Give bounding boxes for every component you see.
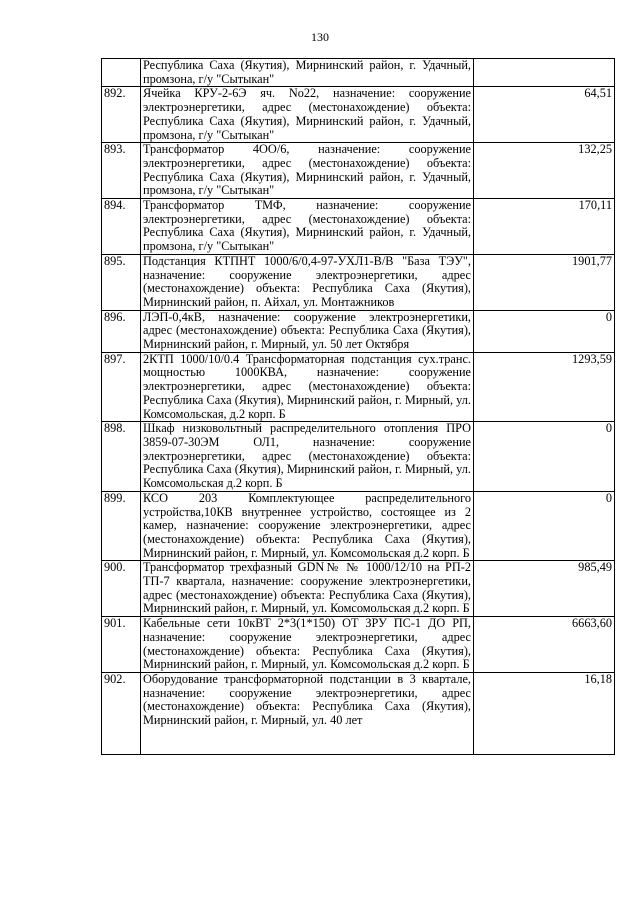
row-value [474,59,615,87]
row-value: 0 [474,422,615,492]
table-row [102,561,615,617]
row-description: КСО 203 Комплектующее распределительного устройства,10КВ внутреннее устройство, состоящее из 2 камер, назначение: сооружение электроэнергетики, адрес (местонахождение) объекта: Республика Саха (Якутия), Мирнинский район, г. Мирный, ул. Комсомольская д.2 корп. Б [141,491,474,561]
row-value: 170,11 [474,199,615,255]
table-row [102,491,615,561]
row-value: 1901,77 [474,254,615,310]
page-number: 130 [311,30,329,44]
row-description: 2КТП 1000/10/0.4 Трансформаторная подстанция сух.транс. мощностью 1000КВА, назначение: сооружение электроэнергетики, адрес (местонахождение) объекта: Республика Саха (Якутия), Мирнинский район, г. Мирный, ул. Комсомольская, д.2 корп. Б [141,352,474,422]
row-value: 6663,60 [474,617,615,673]
row-number: 892. [102,87,141,143]
table-row [102,254,615,310]
table-row [102,352,615,422]
row-description: Шкаф низковольтный распределительного отопления ПРО 3859-07-30ЭМ ОЛ1, назначение: сооружение электроэнергетики, адрес (местонахождение) объекта: Республика Саха (Якутия), Мирнинский район, г. Мирный, ул. Комсомольская д.2 корп. Б [141,422,474,492]
table-row [102,672,615,754]
row-number [102,59,141,87]
row-description: Ячейка КРУ-2-6Э яч. No22, назначение: сооружение электроэнергетики, адрес (местонахождение) объекта: Республика Саха (Якутия), Мирнинский район, г. Удачный, промзона, г/у "Сытыкан" [141,87,474,143]
row-description: Трансформатор ТМФ, назначение: сооружение электроэнергетики, адрес (местонахождение) объекта: Республика Саха (Якутия), Мирнинский район, г. Удачный, промзона, г/у "Сытыкан" [141,199,474,255]
row-number: 894. [102,199,141,255]
property-registry-table [101,58,615,755]
row-value: 64,51 [474,87,615,143]
table-row [102,199,615,255]
row-number: 897. [102,352,141,422]
row-description-text: Оборудование трансформаторной подстанции в 3 квартале, назначение: сооружение электроэнергетики, адрес (местонахождение) объекта: Республика Саха (Якутия), Мирнинский район, г. Мирный, ул. 40 лет [143,672,471,728]
table-row [102,422,615,492]
table-row [102,310,615,352]
row-number: 900. [102,561,141,617]
row-number: 893. [102,143,141,199]
table-row [102,143,615,199]
row-value: 0 [474,491,615,561]
table-row [102,617,615,673]
row-description: Подстанция КТПНТ 1000/6/0,4-97-УХЛ1-В/В "База ТЭУ", назначение: сооружение электроэнергетики, адрес (местонахождение) объекта: Республика Саха (Якутия), Мирнинский район, п. Айхал, ул. Монтажников [141,254,474,310]
row-description: Республика Саха (Якутия), Мирнинский район, г. Удачный, промзона, г/у "Сытыкан" [141,59,474,87]
table-row [102,87,615,143]
row-number: 895. [102,254,141,310]
row-number: 896. [102,310,141,352]
row-number: 902. [102,672,141,754]
row-number: 898. [102,422,141,492]
row-number: 901. [102,617,141,673]
row-number: 899. [102,491,141,561]
row-value: 1293,59 [474,352,615,422]
row-value: 0 [474,310,615,352]
row-description: Кабельные сети 10кВТ 2*3(1*150) ОТ ЗРУ ПС-1 ДО РП, назначение: сооружение электроэнергетики, адрес (местонахождение) объекта: Республика Саха (Якутия), Мирнинский район, г. Мирный, ул. Комсомольская д.2 корп. Б [141,617,474,673]
row-description: Трансформатор 4ОО/6, назначение: сооружение электроэнергетики, адрес (местонахождение) объекта: Республика Саха (Якутия), Мирнинский район, г. Удачный, промзона, г/у "Сытыкан" [141,143,474,199]
table-row [102,59,615,87]
row-description: ЛЭП-0,4кВ, назначение: сооружение электроэнергетики, адрес (местонахождение) объекта: Республика Саха (Якутия), Мирнинский район, г. Мирный, ул. 50 лет Октября [141,310,474,352]
row-value: 16,18 [474,672,615,754]
row-value: 132,25 [474,143,615,199]
row-description: Трансформатор трехфазный GDN№ № 1000/12/10 на РП-2 ТП-7 квартала, назначение: сооружение электроэнергетики, адрес (местонахождение) объекта: Республика Саха (Якутия), Мирнинский район, г. Мирный, ул. Комсомольская д.2 корп. Б [141,561,474,617]
row-description [141,672,474,754]
row-value: 985,49 [474,561,615,617]
